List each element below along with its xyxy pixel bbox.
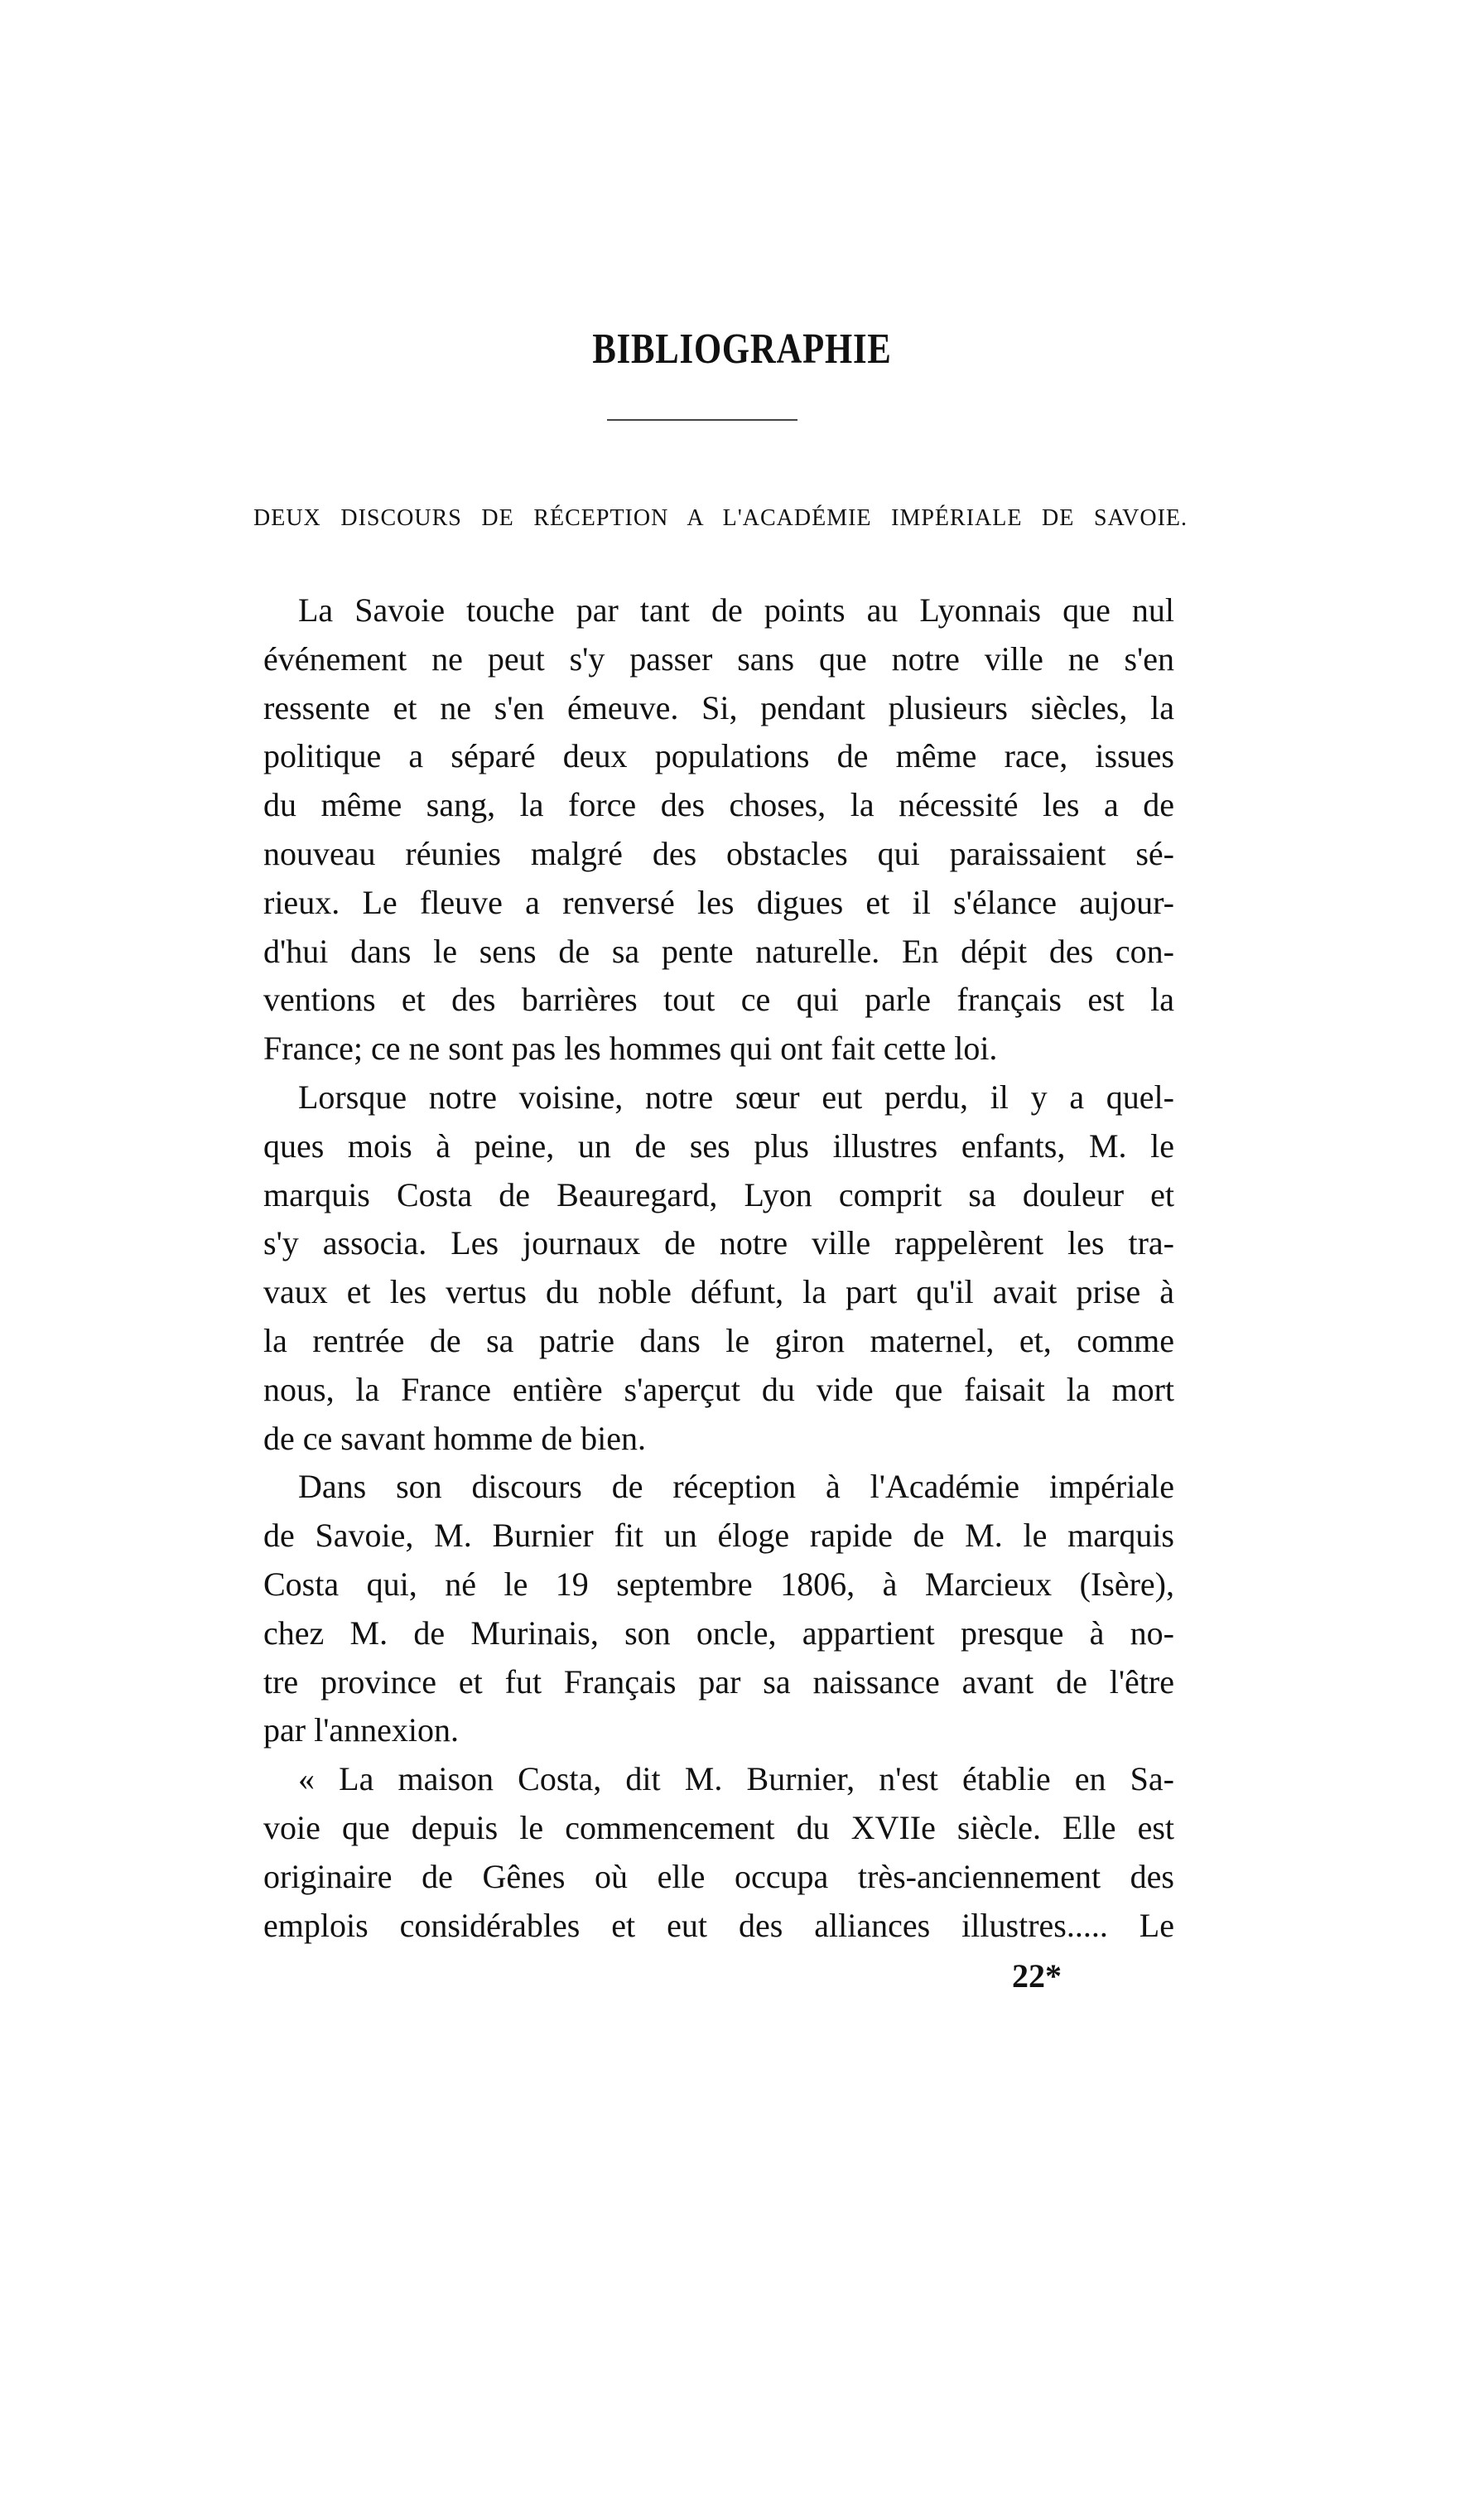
text-line: « La maison Costa, dit M. Burnier, n'est établie en Sa- (298, 1760, 1174, 1798)
title-divider (607, 419, 797, 421)
text-line: vaux et les vertus du noble défunt, la part qu'il avait prise à (263, 1273, 1174, 1311)
text-line: ressente et ne s'en émeuve. Si, pendant plusieurs siècles, la (263, 688, 1174, 726)
text-line: Lorsque notre voisine, notre sœur eut perdu, il y a quel- (298, 1078, 1174, 1116)
text-line: s'y associa. Les journaux de notre ville rappelèrent les tra- (263, 1224, 1174, 1262)
text-line: chez M. de Murinais, son oncle, appartient presque à no- (263, 1614, 1174, 1652)
text-line: originaire de Gênes où elle occupa très-anciennement des (263, 1857, 1174, 1895)
text-line: voie que depuis le commencement du XVIIe siècle. Elle est (263, 1808, 1174, 1846)
text-line: ques mois à peine, un de ses plus illustres enfants, M. le (263, 1126, 1174, 1165)
text-line: de ce savant homme de bien. (263, 1419, 647, 1457)
text-line: La Savoie touche par tant de points au Lyonnais que nul (298, 591, 1174, 629)
text-line: emplois considérables et eut des alliances illustres..... Le (263, 1906, 1174, 1944)
page-number: 22* (1012, 1957, 1062, 1995)
section-subtitle: DEUX DISCOURS DE RÉCEPTION A L'ACADÉMIE IMPÉRIALE DE SAVOIE. (253, 505, 1188, 531)
text-line: France; ce ne sont pas les hommes qui ont fait cette loi. (263, 1030, 998, 1068)
text-line: tre province et fut Français par sa naissance avant de l'être (263, 1662, 1174, 1700)
text-line: politique a séparé deux populations de même race, issues (263, 737, 1174, 775)
body-text (263, 586, 1174, 1950)
text-line: rieux. Le fleuve a renversé les digues et il s'élance aujour- (263, 883, 1174, 921)
text-line: nouveau réunies malgré des obstacles qui paraissaient sé- (263, 834, 1174, 872)
text-line: nous, la France entière s'aperçut du vide que faisait la mort (263, 1370, 1174, 1408)
text-line: du même sang, la force des choses, la nécessité les a de (263, 786, 1174, 824)
text-line: de Savoie, M. Burnier fit un éloge rapide de M. le marquis (263, 1517, 1174, 1555)
text-line: Dans son discours de réception à l'Académie impériale (298, 1468, 1174, 1506)
text-line: événement ne peut s'y passer sans que notre ville ne s'en (263, 639, 1174, 678)
text-line: par l'annexion. (263, 1711, 460, 1749)
text-line: marquis Costa de Beauregard, Lyon comprit sa douleur et (263, 1175, 1174, 1213)
text-line: Costa qui, né le 19 septembre 1806, à Marcieux (Isère), (263, 1565, 1174, 1603)
text-line: d'hui dans le sens de sa pente naturelle. En dépit des con- (263, 932, 1174, 970)
page-title: BIBLIOGRAPHIE (592, 326, 892, 373)
text-line: la rentrée de sa patrie dans le giron maternel, et, comme (263, 1321, 1174, 1359)
text-line: ventions et des barrières tout ce qui parle français est la (263, 981, 1174, 1019)
